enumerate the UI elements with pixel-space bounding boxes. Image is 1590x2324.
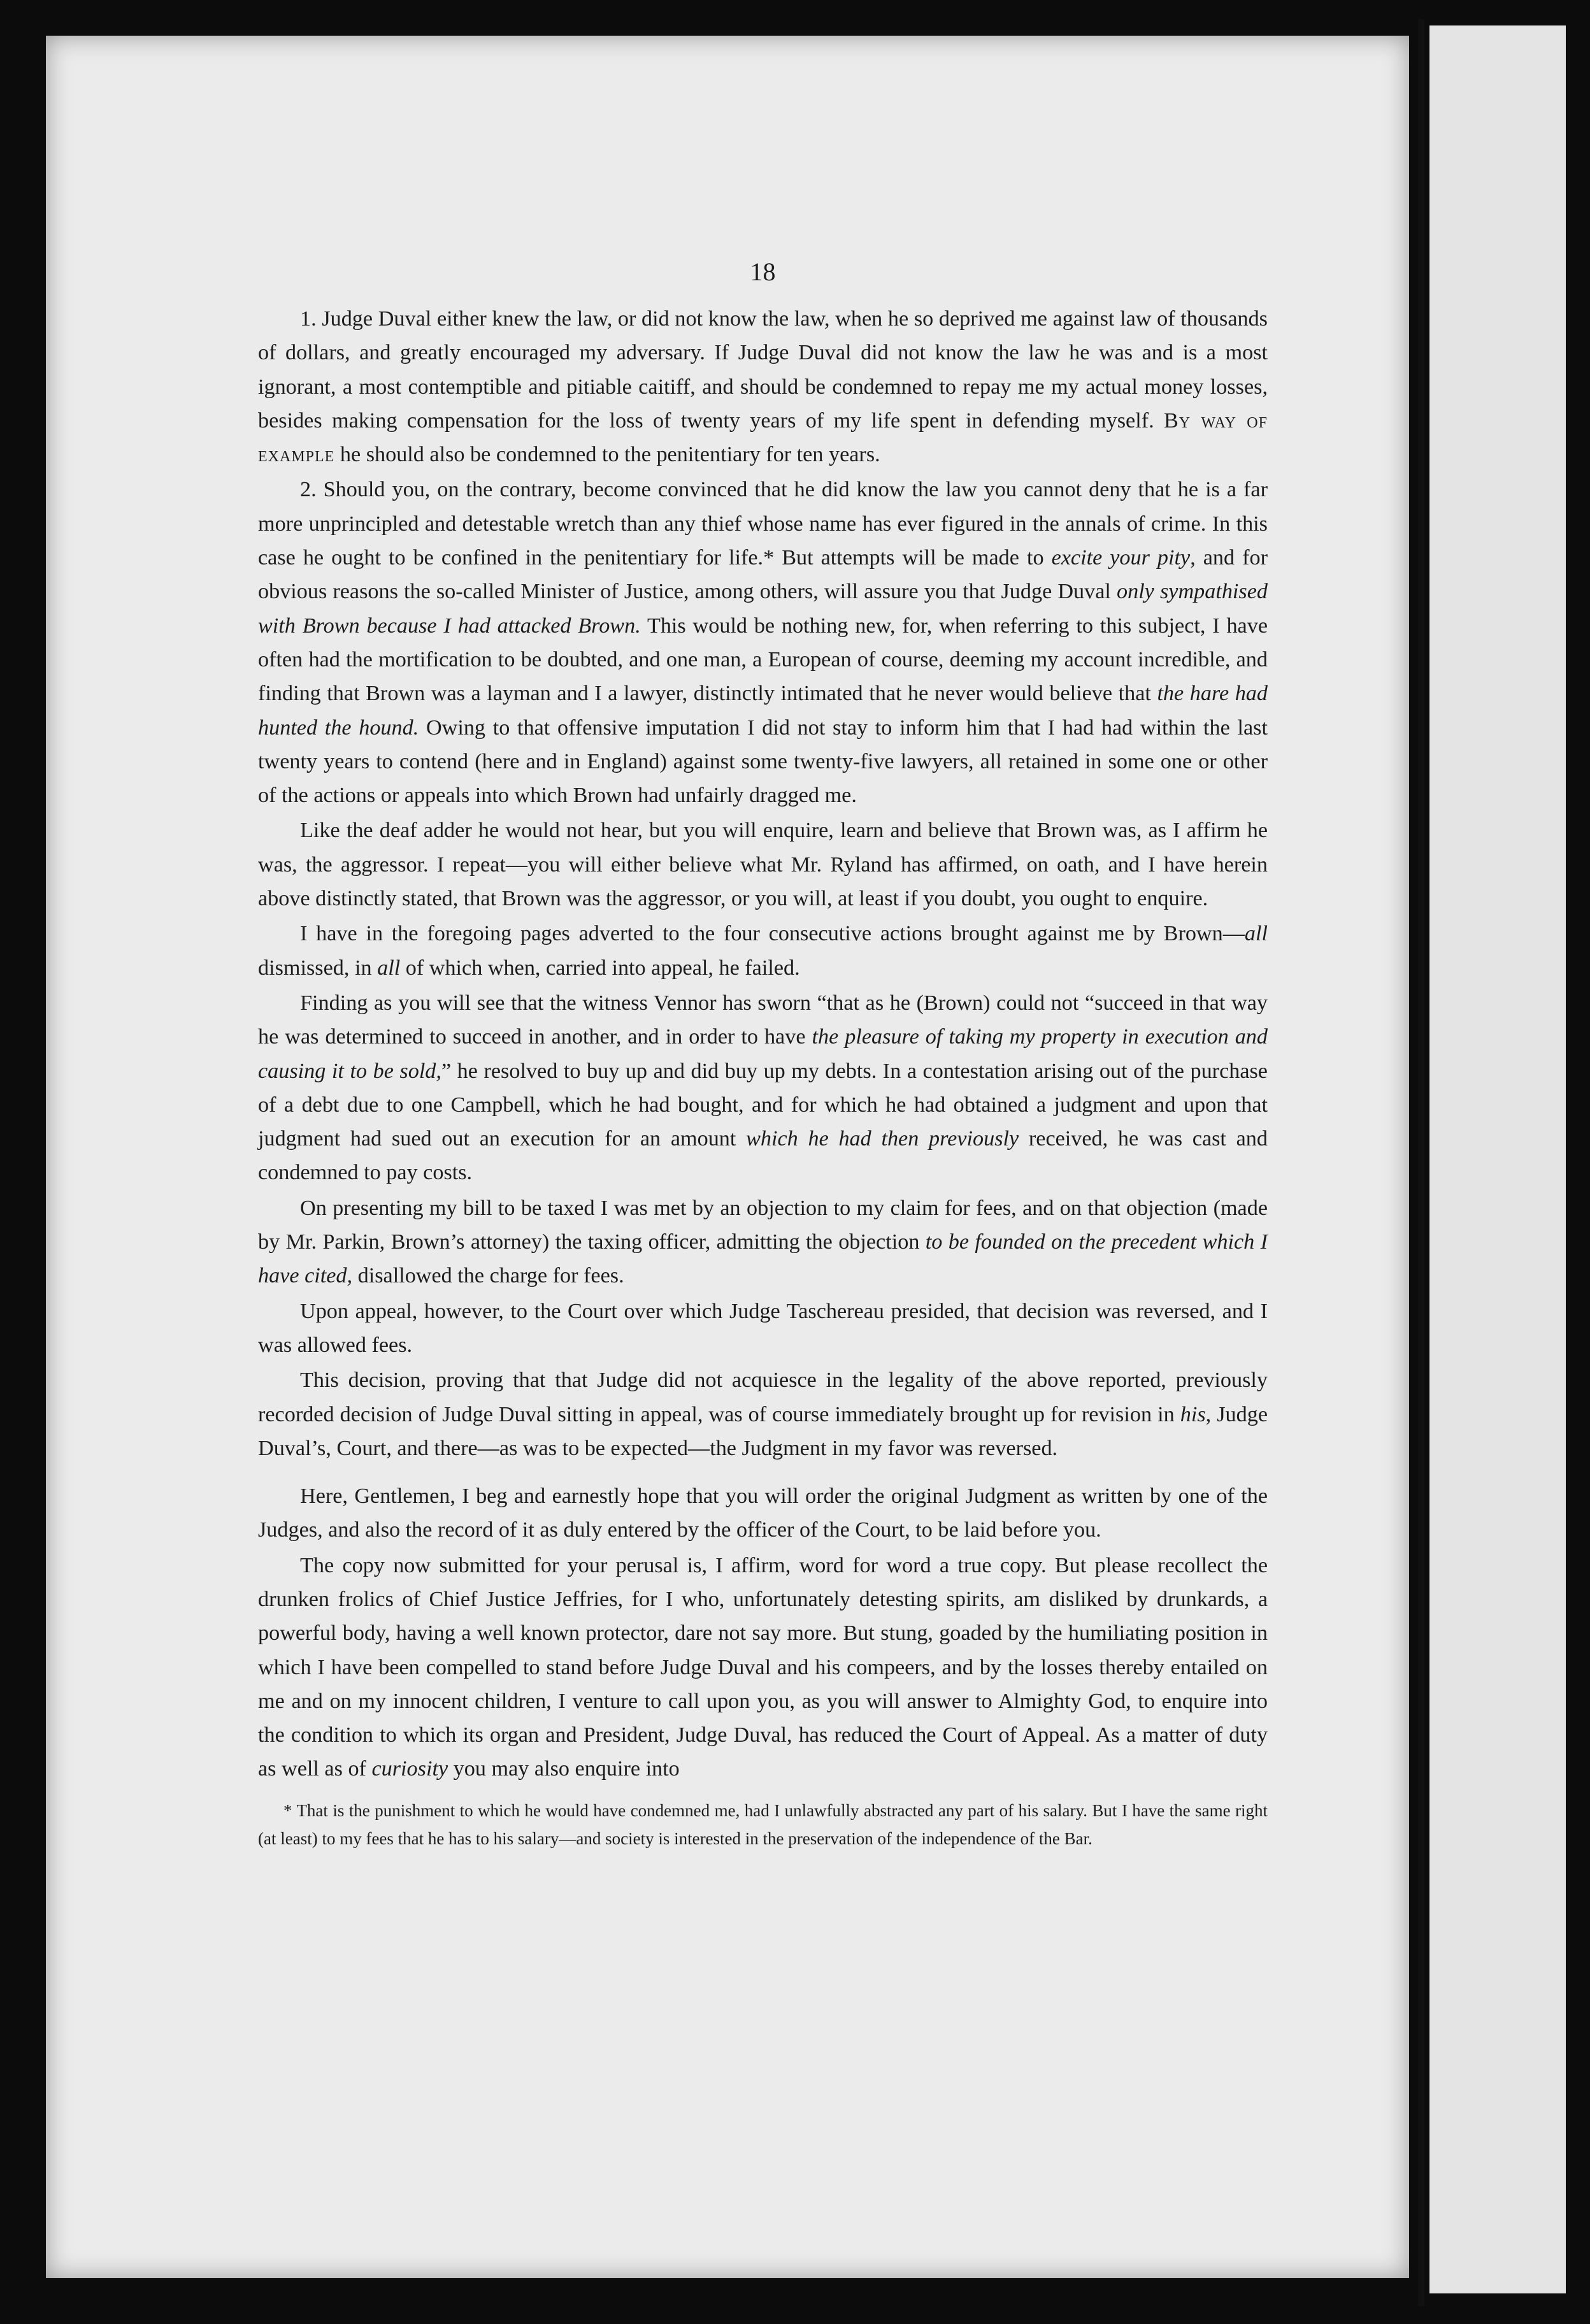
paragraph-text-segment: The copy now submitted for your perusal is, I affirm, word for word a true copy. But please recollect the drunken frolics of Chief Justice Jeffries, for I who, unfortunately detesting spirits, am disliked by drunkards, a powerful body, having a well known protector, dare not say more. But stung, goaded by the humiliating position in which I have been compelled to stand before Judge Duval and his compeers, and by the losses thereby entailed on me and on my innocent children, I venture to call upon you, as you will answer to Almighty God, to enquire into the condition to which its organ and President, Judge Duval, has reduced the Court of Appeal. As a matter of duty as well as of <box>258 1553 1268 1781</box>
paragraph-text-segment: By way of example <box>258 408 1268 467</box>
paragraph-text-segment: , and for obvious reasons the so-called Minister of Justice, among others, will assure you that Judge Duval <box>258 546 1268 604</box>
paragraph-text-segment: This would be nothing new, for, when referring to this subject, I have often had the mortification to be doubted, and one man, a European of course, deeming my account incredible, and finding that Brown was a layman and I a lawyer, distinctly intimated that he never would believe that <box>258 613 1268 706</box>
paragraph-text-segment: he should also be condemned to the penitentiary for ten years. <box>334 443 880 467</box>
paragraph-text-segment: disallowed the charge for fees. <box>352 1264 624 1288</box>
paragraph-p8 <box>258 1363 1268 1465</box>
paragraph-text-segment: all <box>1244 922 1268 946</box>
paragraph-text-segment: the pleasure of taking my property in execution and causing it to be sold, <box>258 1025 1268 1083</box>
footnote: * That is the punishment to which he would have condemned me, had I unlawfully abstracted any part of his salary. But I have the same right (at least) to my fees that he has to his salary—and society is interested in the preservation of the independence of the Bar. <box>258 1800 1268 1848</box>
book-gutter <box>1418 19 1424 2306</box>
paragraph-p4 <box>258 917 1268 985</box>
paragraph-p10 <box>258 1549 1268 1786</box>
paragraph-p7 <box>258 1295 1268 1363</box>
paragraph-p2 <box>258 473 1268 812</box>
paragraph-text-segment: I have in the foregoing pages adverted to the four consecutive actions brought against me by Brown— <box>300 922 1245 946</box>
paragraph-text-segment: which he had then previously <box>746 1127 1019 1151</box>
paragraph-text-segment: , Judge Duval’s, Court, and there—as was to be expected—the Judgment in my favor was reversed. <box>258 1402 1268 1460</box>
paragraph-text-segment: 2. Should you, on the contrary, become convinced that he did know the law you cannot deny that he is a far more unprincipled and detestable wretch than any thief whose name has ever figured in the annals of crime. In this case he ought to be confined in the penitentiary for life.* But attempts will be made to <box>258 478 1268 570</box>
paragraph-text-segment: Here, Gentlemen, I beg and earnestly hope that you will order the original Judgment as written by one of the Judges, and also the record of it as duly entered by the officer of the Court, to be laid before you. <box>258 1484 1268 1542</box>
paragraph-text-segment: received, he was cast and condemned to pay costs. <box>258 1127 1268 1185</box>
paragraph-text-segment: Like the deaf adder he would not hear, but you will enquire, learn and believe that Brown was, as I affirm he was, the aggressor. I repeat—you will either believe what Mr. Ryland has affirmed, on oath, and I have herein above distinctly stated, that Brown was the aggressor, or you will, at least if you doubt, you ought to enquire. <box>258 819 1268 911</box>
paragraph-p3 <box>258 814 1268 915</box>
paragraph-p9 <box>258 1479 1268 1547</box>
paragraph-text-segment: all <box>377 956 401 980</box>
paragraph-text-segment: to be founded on the precedent which I have cited, <box>258 1230 1268 1288</box>
paragraph-p5 <box>258 986 1268 1190</box>
body-paragraphs <box>258 302 1268 1786</box>
paragraph-text-segment: his <box>1180 1402 1206 1426</box>
paragraph-text-segment: 1. Judge Duval either knew the law, or did not know the law, when he so deprived me against law of thousands of dollars, and greatly encouraged my adversary. If Judge Duval did not know the law he was and is a most ignorant, a most contemptible and pitiable caitiff, and should be condemned to repay me my actual money losses, besides making compensation for the loss of twenty years of my life spent in defending myself. <box>258 307 1268 433</box>
paragraph-text-segment: of which when, carried into appeal, he failed. <box>400 956 800 980</box>
paragraph-text-segment: Owing to that offensive imputation I did not stay to inform him that I had had within the last twenty years to contend (here and in England) against some twenty-five lawyers, all retained in some one or other of the actions or appeals into which Brown had unfairly dragged me. <box>258 715 1268 808</box>
paragraph-text-segment: the hare had hunted the hound. <box>258 682 1268 740</box>
paragraph-p1 <box>258 302 1268 471</box>
paragraph-text-segment: dismissed, in <box>258 956 378 980</box>
page-text <box>258 250 1268 1853</box>
paragraph-p6 <box>258 1191 1268 1293</box>
paragraph-text-segment: only sympathised with Brown because I had attacked Brown. <box>258 580 1268 638</box>
paragraph-text-segment: you may also enquire into <box>448 1757 680 1781</box>
facing-page-edge <box>1429 25 1566 2293</box>
page-number: 18 <box>750 257 776 286</box>
paragraph-text-segment: This decision, proving that that Judge did not acquiesce in the legality of the above reported, previously recorded decision of Judge Duval sitting in appeal, was of course immediately brought up for revision in <box>258 1368 1268 1426</box>
paragraph-text-segment: Finding as you will see that the witness Vennor has sworn “that as he (Brown) could not “succeed in that way he was determined to succeed in another, and in order to have <box>258 991 1268 1049</box>
paragraph-text-segment: Upon appeal, however, to the Court over which Judge Taschereau presided, that decision was reversed, and I was allowed fees. <box>258 1299 1268 1357</box>
paragraph-text-segment: On presenting my bill to be taxed I was met by an objection to my claim for fees, and on that objection (made by Mr. Parkin, Brown’s attorney) the taxing officer, admitting the objection <box>258 1196 1268 1254</box>
paragraph-text-segment: curiosity <box>371 1757 448 1781</box>
paragraph-text-segment: ” he resolved to buy up and did buy up my debts. In a contestation arising out of the purchase of a debt due to one Campbell, which he had bought, and for which he had obtained a judgment and upon that judgment had sued out an execution for an amount <box>258 1059 1268 1151</box>
paragraph-text-segment: excite your pity <box>1051 546 1191 570</box>
